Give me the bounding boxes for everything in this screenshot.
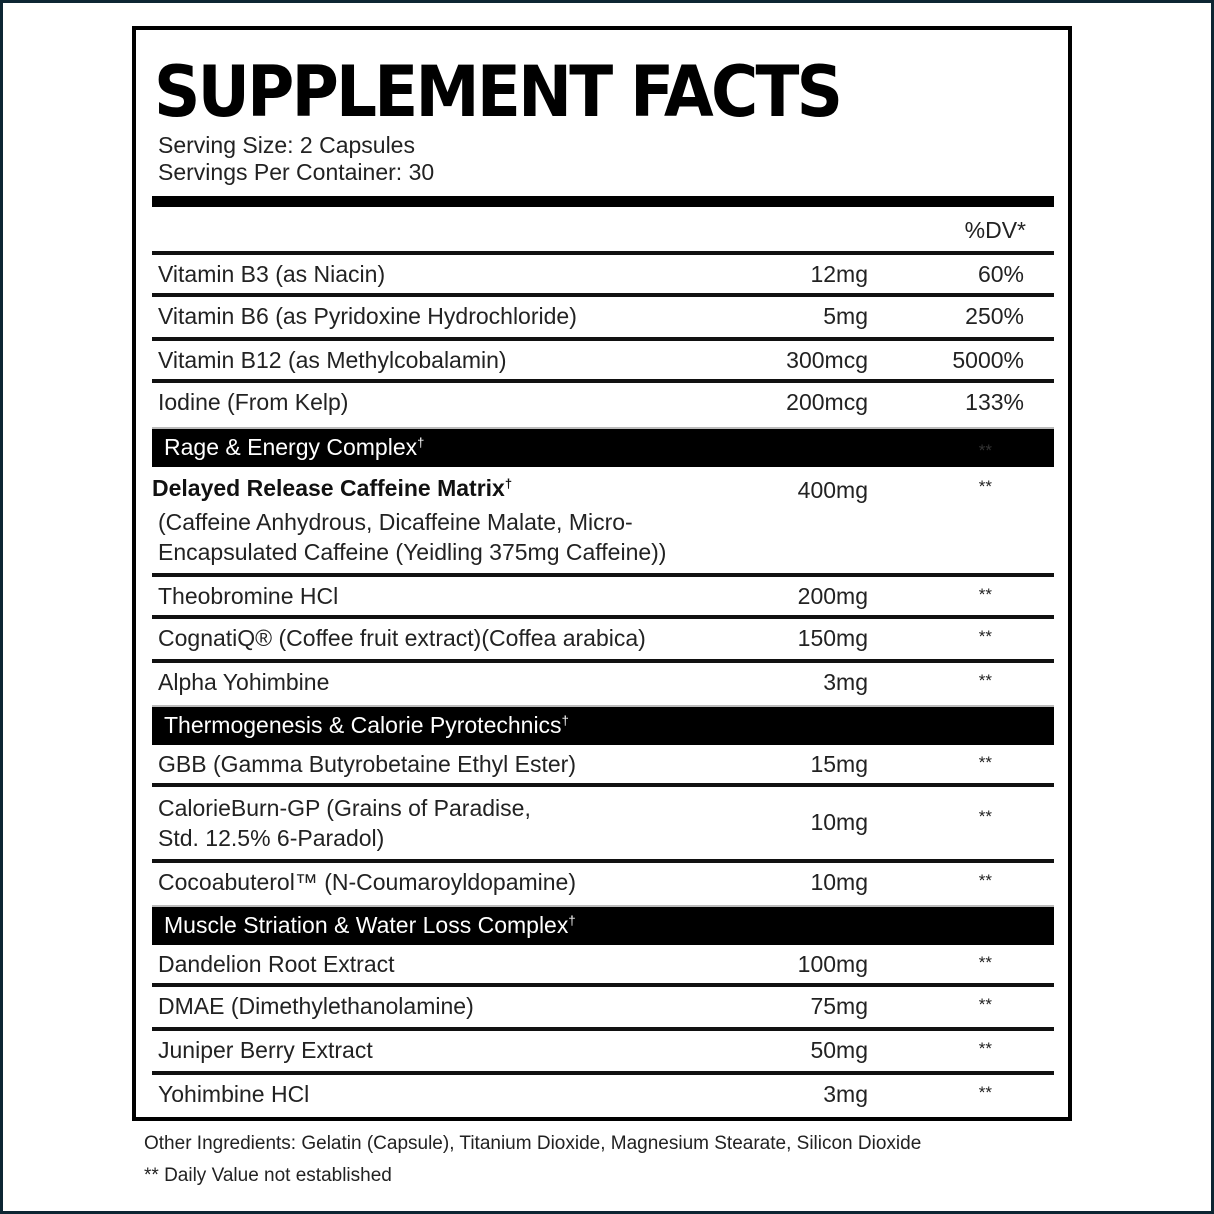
ingredient-dv: ** (978, 627, 992, 646)
ingredient-amount: 200mg (797, 583, 868, 609)
table-row (152, 863, 1054, 905)
dagger-mark: † (561, 713, 569, 728)
ingredient-dv: 5000% (952, 347, 1024, 373)
section-title-text: Rage & Energy Complex (164, 434, 418, 460)
table-row (152, 987, 1054, 1031)
ingredient-name: Iodine (From Kelp) (158, 389, 349, 415)
serving-info (158, 132, 434, 186)
table-row (152, 663, 1054, 705)
ingredient-name: Vitamin B12 (as Methylcobalamin) (158, 347, 507, 373)
ingredient-name: DMAE (Dimethylethanolamine) (158, 993, 474, 1019)
section-title-text: Thermogenesis & Calorie Pyrotechnics (164, 712, 562, 738)
table-row (152, 255, 1054, 297)
ingredient-name: Vitamin B6 (as Pyridoxine Hydrochloride) (158, 303, 577, 329)
table-row (152, 467, 1054, 577)
table-row (152, 745, 1054, 787)
ingredient-amount: 3mg (823, 669, 868, 695)
ingredient-dv: 133% (965, 389, 1024, 415)
ingredient-dv: ** (978, 953, 992, 972)
ingredient-name: Yohimbine HCl (158, 1081, 310, 1107)
ingredient-dv: 250% (965, 303, 1024, 329)
dv-header: %DV* (964, 217, 1026, 243)
ingredient-amount: 3mg (823, 1081, 868, 1107)
ingredient-name: CognatiQ® (Coffee fruit extract)(Coffea arabica) (158, 625, 646, 651)
section-title (164, 912, 576, 939)
ingredient-amount: 10mg (810, 869, 868, 895)
ingredient-name: Vitamin B3 (as Niacin) (158, 261, 386, 287)
ingredient-dv: ** (978, 585, 992, 604)
facts-table (152, 207, 1054, 1117)
ingredient-name: GBB (Gamma Butyrobetaine Ethyl Ester) (158, 751, 576, 777)
table-row (152, 297, 1054, 341)
ingredient-amount: 75mg (810, 993, 868, 1019)
ingredient-dv: ** (978, 871, 992, 890)
table-row (152, 945, 1054, 987)
ingredient-subtext (158, 507, 666, 567)
ingredient-name-line: Std. 12.5% 6-Paradol) (158, 825, 385, 851)
ingredient-amount: 200mcg (786, 389, 868, 415)
subtext-line: (Caffeine Anhydrous, Dicaffeine Malate, Micro- (158, 509, 633, 535)
table-row (152, 787, 1054, 863)
subtext-line: Encapsulated Caffeine (Yeidling 375mg Caffeine)) (158, 539, 667, 565)
ingredient-amount: 12mg (810, 261, 868, 287)
table-row (152, 1031, 1054, 1075)
ingredient-name-text: Delayed Release Caffeine Matrix (152, 475, 505, 501)
table-row (152, 1075, 1054, 1117)
section-title (164, 712, 569, 739)
table-row (152, 341, 1054, 383)
ingredient-dv: ** (978, 807, 992, 826)
ingredient-dv: 60% (977, 261, 1024, 287)
ingredient-name: Theobromine HCl (158, 583, 339, 609)
other-ingredients: Other Ingredients: Gelatin (Capsule), Titanium Dioxide, Magnesium Stearate, Silicon Dioxide (144, 1133, 922, 1154)
ingredient-amount: 300mcg (786, 347, 868, 373)
section-header-rage-energy (152, 427, 1054, 467)
dagger-mark: † (504, 476, 513, 491)
ingredient-name: Alpha Yohimbine (158, 669, 330, 695)
section-title (164, 434, 424, 461)
ingredient-amount: 15mg (810, 751, 868, 777)
ingredient-dv: ** (978, 1039, 992, 1058)
serving-size: Serving Size: 2 Capsules (158, 132, 415, 158)
ingredient-name (158, 793, 531, 853)
dv-header-row (152, 207, 1054, 255)
dagger-mark: † (417, 435, 425, 450)
ingredient-amount: 400mg (797, 477, 868, 503)
section-dv: ** (978, 441, 992, 460)
section-title-text: Muscle Striation & Water Loss Complex (164, 912, 569, 938)
ingredient-amount: 150mg (797, 625, 868, 651)
ingredient-amount: 100mg (797, 951, 868, 977)
section-header-muscle-striation (152, 905, 1054, 945)
ingredient-dv: ** (978, 753, 992, 772)
ingredient-dv: ** (978, 1083, 992, 1102)
ingredient-name: Cocoabuterol™ (N-Coumaroyldopamine) (158, 869, 577, 895)
dv-footnote: ** Daily Value not established (144, 1165, 392, 1186)
ingredient-dv: ** (978, 995, 992, 1014)
ingredient-name: Juniper Berry Extract (158, 1037, 373, 1063)
dagger-mark: † (568, 913, 576, 928)
ingredient-name-line: CalorieBurn-GP (Grains of Paradise, (158, 795, 531, 821)
ingredient-amount: 10mg (810, 809, 868, 835)
table-row (152, 577, 1054, 619)
supplement-facts-panel (132, 26, 1072, 1121)
label-footer (144, 1128, 921, 1192)
servings-per-container: Servings Per Container: 30 (158, 159, 435, 185)
table-row (152, 619, 1054, 663)
ingredient-amount: 5mg (823, 303, 868, 329)
table-row (152, 383, 1054, 427)
ingredient-dv: ** (978, 671, 992, 690)
panel-title: SUPPLEMENT FACTS (154, 51, 841, 133)
thick-divider (152, 196, 1054, 207)
ingredient-amount: 50mg (810, 1037, 868, 1063)
ingredient-name (152, 475, 512, 502)
ingredient-name: Dandelion Root Extract (158, 951, 395, 977)
section-header-thermogenesis (152, 705, 1054, 745)
ingredient-dv: ** (978, 477, 992, 496)
